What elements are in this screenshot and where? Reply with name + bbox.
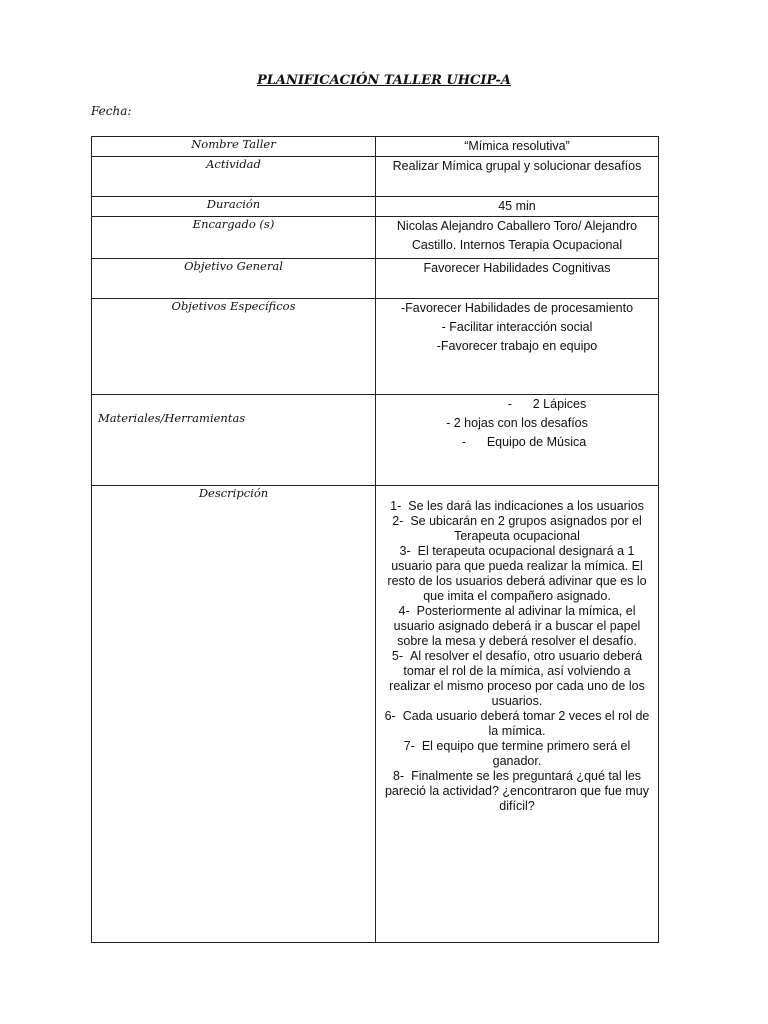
table-row	[92, 259, 659, 299]
item-text: El equipo que termine primero será el ganador.	[421, 739, 631, 768]
item-number: 8-	[392, 769, 405, 783]
list-item: - Facilitar interacción social	[441, 320, 593, 334]
encargado-label: Encargado (s)	[92, 217, 376, 259]
duracion-label: Duración	[92, 197, 376, 217]
item-number: 3-	[399, 544, 411, 558]
nombre-taller-label: Nombre Taller	[92, 137, 376, 157]
duracion-value: 45 min	[376, 197, 659, 217]
document-title: PLANIFICACIÓN TALLER UHCIP-A	[256, 73, 512, 88]
list-item	[376, 544, 658, 604]
list-item: -Favorecer Habilidades de procesamiento	[400, 301, 634, 315]
item-text: El terapeuta ocupacional designará a 1 usuario para que pueda realizar la mímica. El resto de los usuarios deberá adivinar que es lo que imita el compañero asignado.	[387, 544, 647, 603]
descripcion-label: Descripción	[92, 486, 376, 943]
list-item	[376, 514, 658, 544]
item-number: 7-	[403, 739, 415, 753]
actividad-value: Realizar Mímica grupal y solucionar desafíos	[376, 157, 659, 197]
materiales-label: Materiales/Herramientas	[92, 395, 376, 486]
objetivos-especificos-value	[376, 299, 659, 395]
item-text: Finalmente se les preguntará ¿qué tal les pareció la actividad? ¿encontraron que fue muy difícil?	[384, 769, 650, 813]
item-number: 4-	[398, 604, 410, 618]
objetivo-general-value: Favorecer Habilidades Cognitivas	[376, 259, 659, 299]
actividad-label: Actividad	[92, 157, 376, 197]
item-text: Posteriormente al adivinar la mímica, el usuario asignado deberá ir a buscar el papel sobre la mesa y deberá resolver el desafío.	[393, 604, 641, 648]
nombre-taller-value: “Mímica resolutiva”	[376, 137, 659, 157]
item-text: Se ubicarán en 2 grupos asignados por el Terapeuta ocupacional	[410, 514, 642, 543]
table-row	[92, 157, 659, 197]
list-item: - 2 Lápices	[507, 397, 587, 411]
list-item	[376, 604, 658, 649]
list-item	[376, 769, 658, 814]
item-number: 1-	[390, 499, 402, 513]
table-row	[92, 197, 659, 217]
item-number: 6-	[384, 709, 396, 723]
list-item: - 2 hojas con los desafíos	[446, 416, 588, 430]
fecha-label: Fecha:	[91, 104, 132, 118]
descripcion-value	[376, 486, 659, 943]
list-item	[376, 739, 658, 769]
table-row	[92, 217, 659, 259]
item-text: Se les dará las indicaciones a los usuarios	[408, 499, 644, 513]
list-item	[376, 499, 658, 514]
table-row	[92, 299, 659, 395]
list-item: - Equipo de Música	[461, 435, 587, 449]
list-item: -Favorecer trabajo en equipo	[436, 339, 598, 353]
objetivo-general-label: Objetivo General	[92, 259, 376, 299]
table-row	[92, 395, 659, 486]
item-number: 5-	[391, 649, 404, 663]
list-item	[376, 649, 658, 709]
materiales-value	[376, 395, 659, 486]
item-text: Al resolver el desafío, otro usuario deberá tomar el rol de la mímica, así volviendo a realizar el mismo proceso por cada uno de los usuarios.	[389, 649, 645, 708]
item-text: Cada usuario deberá tomar 2 veces el rol de la mímica.	[402, 709, 650, 738]
table-row	[92, 137, 659, 157]
description-list	[376, 499, 658, 814]
planning-table	[91, 136, 659, 943]
list-item	[376, 709, 658, 739]
table-row	[92, 486, 659, 943]
item-number: 2-	[392, 514, 404, 528]
encargado-value: Nicolas Alejandro Caballero Toro/ Alejandro Castillo. Internos Terapia Ocupacional	[376, 217, 659, 259]
objetivos-especificos-label: Objetivos Específicos	[92, 299, 376, 395]
